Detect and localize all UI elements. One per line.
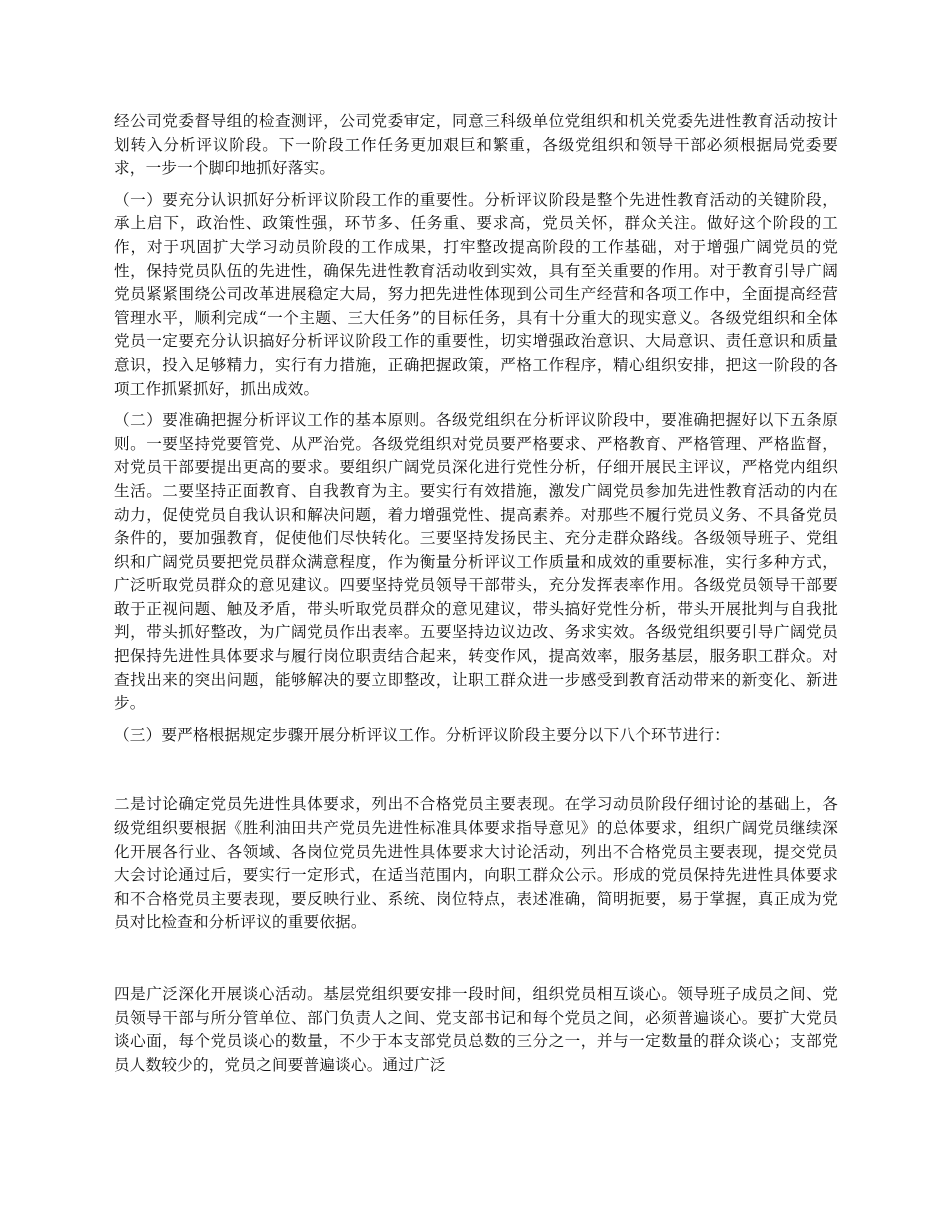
paragraph-section-1: （一）要充分认识抓好分析评议阶段工作的重要性。分析评议阶段是整个先进性教育活动的关键阶段，承上启下，政治性、政策性强，环节多、任务重、要求高，党员关怀，群众关注。做好这个阶段的工作，对于巩固扩大学习动员阶段的工作成果，打牢整改提高阶段的工作基础，对于增强广阔党员的党性，保持党员队伍的先进性，确保先进性教育活动收到实效，具有至关重要的作用。对于教育引导广阔党员紧紧围绕公司改革进展稳定大局，努力把先进性体现到公司生产经营和各项工作中，全面提高经营管理水平，顺利完成“一个主题、三大任务”的目标任务，具有十分重大的现实意义。各级党组织和全体党员一定要充分认识搞好分析评议阶段工作的重要性，切实增强政治意识、大局意识、责任意识和质量意识，投入足够精力，实行有力措施，正确把握政策，严格工作程序，精心组织安排，把这一阶段的各项工作抓紧抓好，抓出成效。 xyxy=(114,190,838,398)
document-body xyxy=(114,110,838,1085)
blank-gap xyxy=(114,943,838,983)
paragraph-item-4: 四是广泛深化开展谈心活动。基层党组织要安排一段时间，组织党员相互谈心。领导班子成员之间、党员领导干部与所分管单位、部门负责人之间、党支部书记和每个党员之间，必须普遍谈心。要扩大党员谈心面，每个党员谈心的数量，不少于本支部党员总数的三分之一，并与一定数量的群众谈心；支部党员人数较少的，党员之间要普遍谈心。通过广泛 xyxy=(114,985,838,1074)
blank-gap xyxy=(114,755,838,793)
paragraph-section-2: （二）要准确把握分析评议工作的基本原则。各级党组织在分析评议阶段中，要准确把握好以下五条原则。一要坚持党要管党、从严治党。各级党组织对党员要严格要求、严格教育、严格管理、严格监督，对党员干部要提出更高的要求。要组织广阔党员深化进行党性分析，仔细开展民主评议，严格党内组织生活。二要坚持正面教育、自我教育为主。要实行有效措施，激发广阔党员参加先进性教育活动的内在动力，促使党员自我认识和解决问题，着力增强党性、提高素养。对那些不履行党员义务、不具备党员条件的，要加强教育，促使他们尽快转化。三要坚持发扬民主、充分走群众路线。各级领导班子、党组织和广阔党员要把党员群众满意程度，作为衡量分析评议工作质量和成效的重要标准，实行多种方式，广泛听取党员群众的意见建议。四要坚持党员领导干部带头，充分发挥表率作用。各级党员领导干部要敢于正视问题、触及矛盾，带头听取党员群众的意见建议，带头搞好党性分析，带头开展批判与自我批判，带头抓好整改，为广阔党员作出表率。五要坚持边议边改、务求实效。各级党组织要引导广阔党员把保持先进性具体要求与履行岗位职责结合起来，转变作风，提高效率，服务基层，服务职工群众。对查找出来的突出问题，能够解决的要立即整改，让职工群众进一步感受到教育活动带来的新变化、新进步。 xyxy=(114,411,838,713)
paragraph-item-2: 二是讨论确定党员先进性具体要求，列出不合格党员主要表现。在学习动员阶段仔细讨论的基础上，各级党组织要根据《胜利油田共产党员先进性标准具体要求指导意见》的总体要求，组织广阔党员继续深化开展各行业、各领域、各岗位党员先进性具体要求大讨论活动，列出不合格党员主要表现，提交党员大会讨论通过后，要实行一定形式，在适当范围内，向职工群众公示。形成的党员保持先进性具体要求和不合格党员主要表现，要反映行业、系统、岗位特点，表述准确，简明扼要，易于掌握，真正成为党员对比检查和分析评议的重要依据。 xyxy=(114,795,838,932)
paragraph-intro: 经公司党委督导组的检查测评，公司党委审定，同意三科级单位党组织和机关党委先进性教育活动按计划转入分析评议阶段。下一阶段工作任务更加艰巨和繁重，各级党组织和领导干部必须根据局党委要求，一步一个脚印地抓好落实。 xyxy=(114,112,838,178)
paragraph-section-3: （三）要严格根据规定步骤开展分析评议工作。分析评议阶段主要分以下八个环节进行： xyxy=(114,725,730,744)
